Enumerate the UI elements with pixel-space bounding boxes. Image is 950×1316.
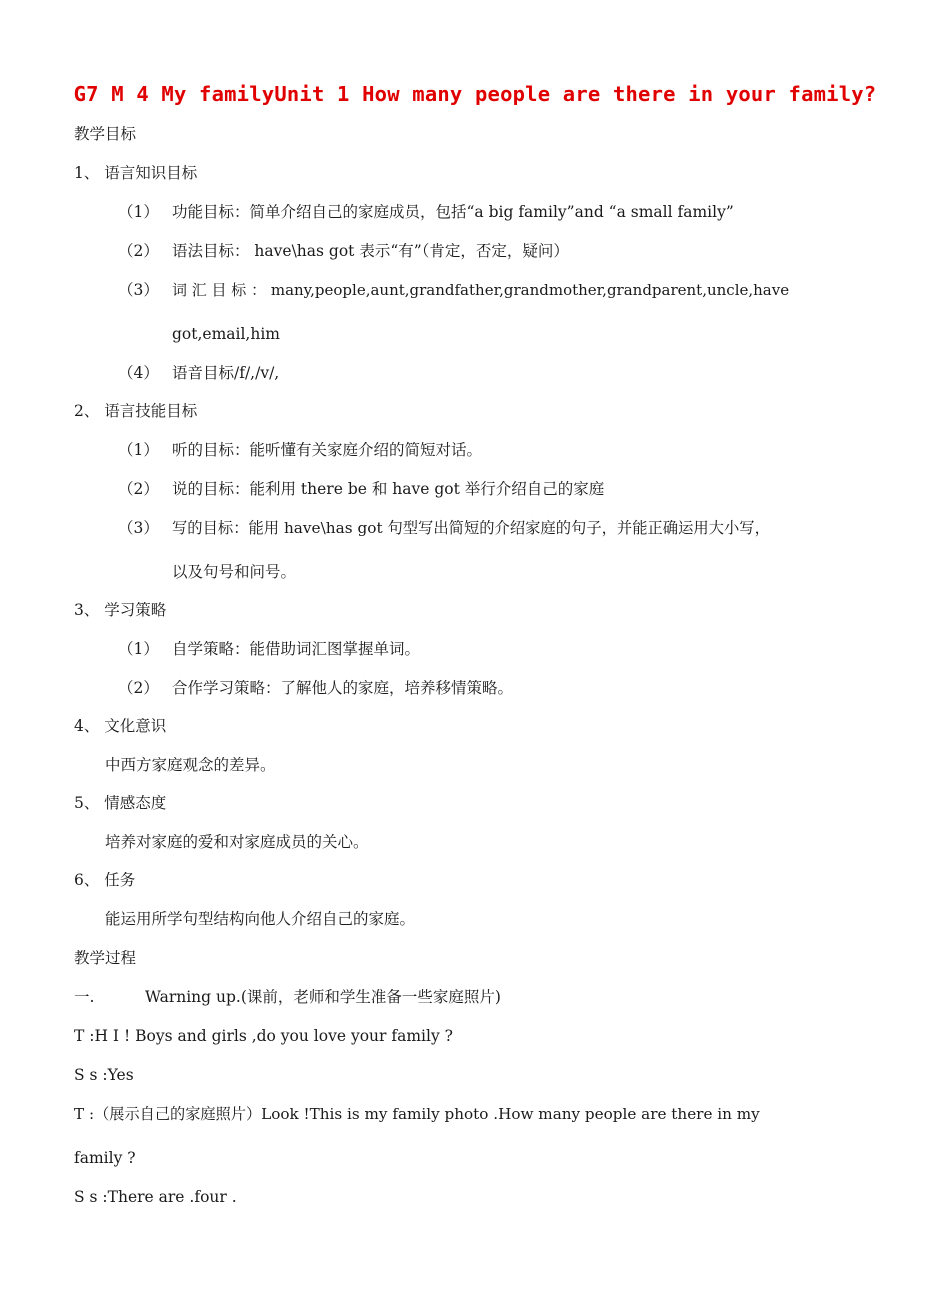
heading-objectives: 教学目标 (74, 125, 137, 143)
item-text: 功能目标：简单介绍自己的家庭成员，包括“a big family”and “a small family” (172, 203, 734, 221)
section-6-body: 能运用所学句型结构向他人介绍自己的家庭。 (105, 910, 416, 928)
step-number: 一. (74, 988, 95, 1006)
item-text: 听的目标：能听懂有关家庭介绍的简短对话。 (172, 441, 483, 459)
item-number: （3） (118, 519, 159, 537)
dialogue-line: T :H I ! Boys and girls ,do you love your family ? (74, 1027, 453, 1045)
item-text-continued: 以及句号和问号。 (172, 563, 297, 581)
section-5-body: 培养对家庭的爱和对家庭成员的关心。 (105, 833, 369, 851)
section-3-label: 3、 学习策略 (74, 601, 167, 619)
item-text: 语音目标/f/,/v/, (172, 364, 280, 382)
item-text: 写的目标：能用 have\has got 句型写出简短的介绍家庭的句子，并能正确运用大小写， (172, 519, 770, 537)
item-text: 词 汇 目 标 ： many,people,aunt,grandfather,grandmother,grandparent,uncle,have (172, 281, 790, 299)
item-number: （2） (118, 679, 159, 697)
section-1-label: 1、 语言知识目标 (74, 164, 198, 182)
heading-process: 教学过程 (74, 949, 137, 967)
section-5-label: 5、 情感态度 (74, 794, 167, 812)
item-number: （1） (118, 441, 159, 459)
item-number: （2） (118, 480, 159, 498)
item-text-continued: got,email,him (172, 325, 281, 343)
item-text: 自学策略：能借助词汇图掌握单词。 (172, 640, 421, 658)
step-text: Warning up.(课前，老师和学生准备一些家庭照片) (145, 988, 501, 1006)
section-4-label: 4、 文化意识 (74, 717, 167, 735)
section-4-body: 中西方家庭观念的差异。 (105, 756, 276, 774)
item-text: 说的目标：能利用 there be 和 have got 举行介绍自己的家庭 (172, 480, 605, 498)
item-text: 语法目标： have\has got 表示“有”（肯定，否定，疑问） (172, 242, 569, 260)
item-text: 合作学习策略：了解他人的家庭，培养移情策略。 (172, 679, 514, 697)
document-title: G7 M 4 My familyUnit 1 How many people are there in your family? (73, 82, 877, 106)
section-6-label: 6、 任务 (74, 871, 136, 889)
item-number: （4） (118, 364, 159, 382)
dialogue-line-continued: family ? (74, 1149, 136, 1167)
dialogue-line: S s :There are .four . (74, 1188, 237, 1206)
dialogue-line: T :（展示自己的家庭照片）Look !This is my family photo .How many people are there in my (74, 1105, 760, 1123)
item-number: （3） (118, 281, 159, 299)
section-2-label: 2、 语言技能目标 (74, 402, 198, 420)
item-number: （2） (118, 242, 159, 260)
dialogue-line: S s :Yes (74, 1066, 134, 1084)
item-number: （1） (118, 203, 159, 221)
item-number: （1） (118, 640, 159, 658)
